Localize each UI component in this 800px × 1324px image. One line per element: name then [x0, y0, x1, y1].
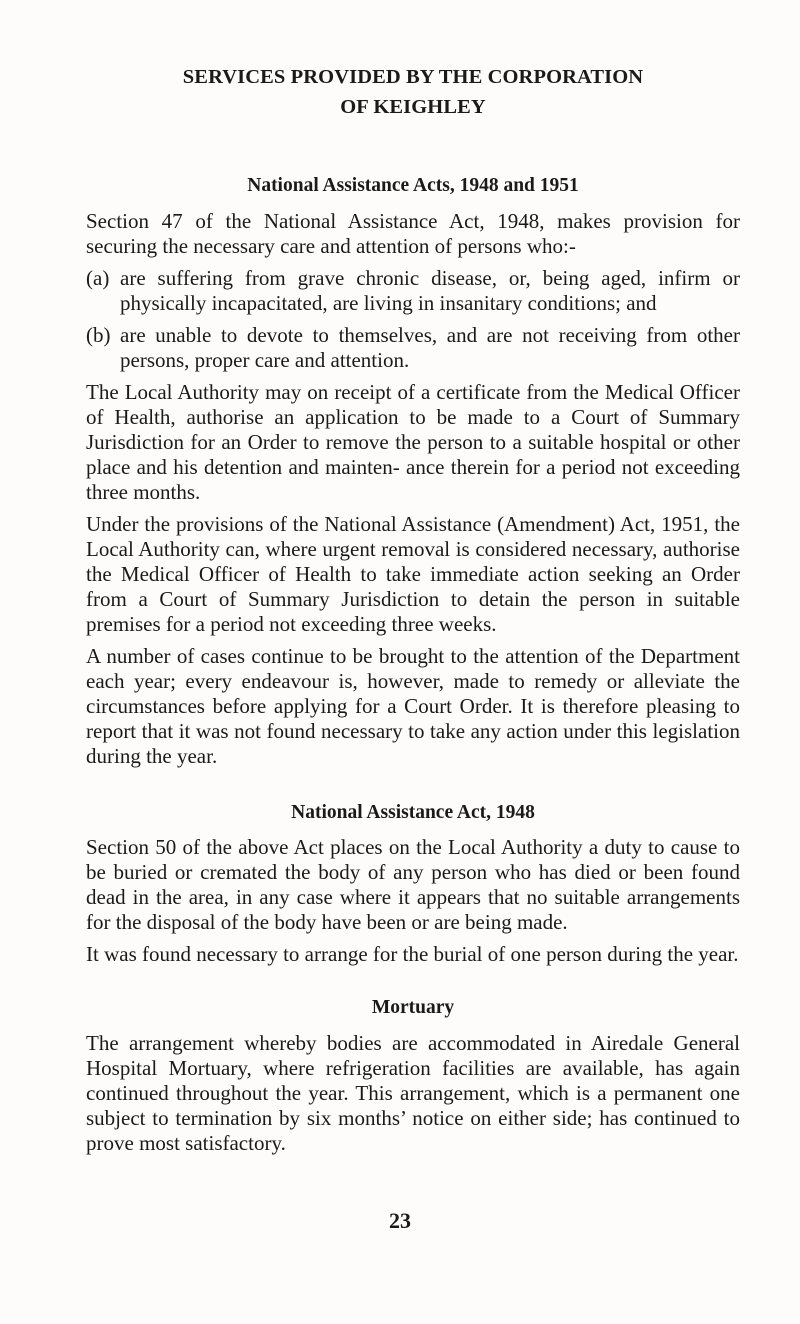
title-line-1: SERVICES PROVIDED BY THE CORPORATION: [182, 66, 644, 88]
document-page: [86, 62, 740, 1163]
section1-paragraph-3: Under the provisions of the National Assistance (Amendment) Act, 1951, the Local Authority can, where urgent removal is considered necessary, authorise the Medical Officer of Health to take immediate action seeking an Order from a Court of Summary Jurisdiction to detain the person in suitable premises for a period not exceeding three weeks.: [86, 512, 740, 636]
section-heading-national-assistance-acts: National Assistance Acts, 1948 and 1951: [247, 175, 579, 196]
section1-paragraph-2: The Local Authority may on receipt of a certificate from the Medical Officer of Health, authorise an application to be made to a Court of Summary Jurisdiction for an Order to remove the person to a suitable hospital or other place and his detention and mainten- ance therein for a period not exceeding three months.: [86, 380, 740, 504]
list-item-b: [86, 323, 740, 373]
list-item-label: (b): [86, 323, 111, 347]
document-title: [86, 62, 740, 122]
section1-intro-paragraph: Section 47 of the National Assistance Act, 1948, makes provision for securing the necessary care and attention of persons who:-: [86, 209, 740, 258]
list-item-text: are suffering from grave chronic disease, or, being aged, infirm or physically incapacitated, are living in insanitary conditions; and: [120, 266, 740, 315]
section-heading-national-assistance-act-1948: National Assistance Act, 1948: [291, 802, 535, 823]
title-line-2: OF KEIGHLEY: [340, 96, 486, 118]
section-heading-mortuary: Mortuary: [371, 997, 455, 1018]
page-number: 23: [389, 1208, 411, 1233]
list-item-a: [86, 266, 740, 316]
section2-paragraph-1: Section 50 of the above Act places on the Local Authority a duty to cause to be buried or cremated the body of any person who has died or been found dead in the area, in any case where it appears that no suitable arrangements for the disposal of the body have been or are being made.: [86, 835, 740, 934]
section1-paragraph-4: A number of cases continue to be brought to the attention of the Department each year; every endeavour is, however, made to remedy or alleviate the circumstances before applying for a Court Order. It is therefore pleasing to report that it was not found necessary to take any action under this legislation during the year.: [86, 644, 740, 768]
list-item-text: are unable to devote to themselves, and are not receiving from other persons, proper care and attention.: [120, 323, 740, 372]
section3-paragraph-1: The arrangement whereby bodies are accommodated in Airedale General Hospital Mortuary, where refrigeration facilities are available, has again continued throughout the year. This arrangement, which is a permanent one subject to termination by six months’ notice on either side; has continued to prove most satisfactory.: [86, 1031, 740, 1155]
list-item-label: (a): [86, 266, 110, 290]
section2-paragraph-2: It was found necessary to arrange for the burial of one person during the year.: [86, 942, 739, 966]
